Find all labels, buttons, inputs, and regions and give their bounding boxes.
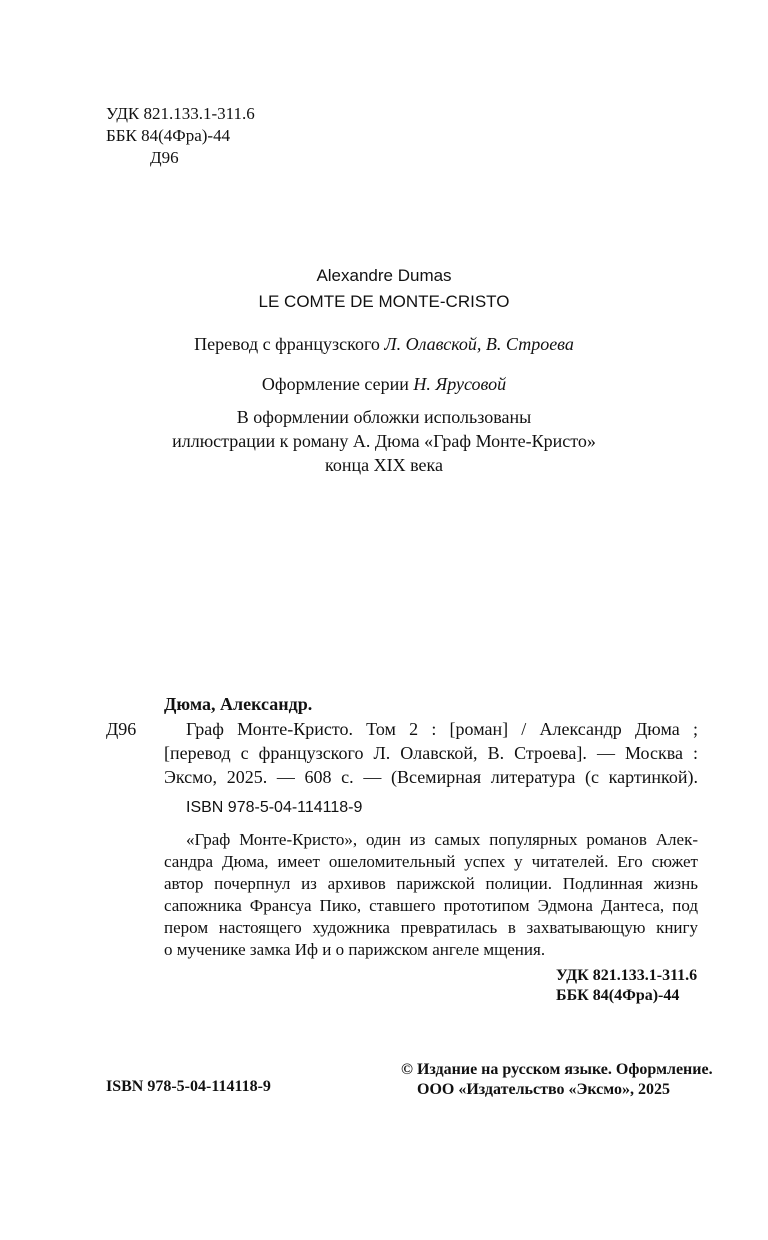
catalog-line-3: Эксмо, 2025. — 608 с. — (Всемирная литература (с картинкой). [164, 767, 698, 787]
catalog-line-2: [перевод с французского Л. Олавской, В. Строева]. — Москва : [164, 743, 698, 763]
header-code: Д96 [150, 148, 179, 167]
cover-credit-line-1: В оформлении обложки использованы [236, 407, 532, 427]
catalog-bbk: ББК 84(4Фра)-44 [556, 987, 680, 1004]
series-design-prefix: Оформление серии [261, 374, 409, 394]
annotation-line-2: сандра Дюма, имеет ошеломительный успех у читателей. Его сюжет [164, 852, 698, 871]
original-author: Alexandre Dumas [316, 266, 452, 285]
translation-prefix: Перевод с французского [194, 334, 380, 354]
catalog-udk: УДК 821.133.1-311.6 [556, 967, 698, 984]
translation-credit [0, 333, 768, 355]
annotation-line-3: автор почерпнул из архивов парижской полиции. Подлинная жизнь [164, 874, 698, 893]
annotation-line-1: «Граф Монте-Кристо», один из самых популярных романов Алек- [186, 830, 698, 849]
header-udk: УДК 821.133.1-311.6 [106, 104, 255, 123]
annotation-line-6: о мученике замка Иф и о парижском ангеле мщения. [164, 940, 546, 959]
series-designer: Н. Ярусовой [413, 374, 507, 394]
footer-copyright-line-2: ООО «Издательство «Эксмо», 2025 [417, 1081, 670, 1098]
cover-credit-line-3: конца XIX века [325, 455, 443, 475]
footer-copyright-line-1: © Издание на русском языке. Оформление. [401, 1061, 713, 1078]
catalog-code: Д96 [106, 719, 137, 739]
header-bbk: ББК 84(4Фра)-44 [106, 126, 231, 145]
cover-credit-line-2: иллюстрации к роману А. Дюма «Граф Монте-Кристо» [172, 431, 596, 451]
series-design-credit [0, 373, 768, 395]
catalog-line-1: Граф Монте-Кристо. Том 2 : [роман] / Александр Дюма ; [186, 719, 698, 739]
original-title: LE COMTE DE MONTE-CRISTO [258, 292, 510, 311]
translators: Л. Олавской, В. Строева [384, 334, 574, 354]
annotation-line-4: сапожника Франсуа Пико, ставшего прототипом Эдмона Дантеса, под [164, 896, 698, 915]
catalog-author-heading: Дюма, Александр. [164, 694, 313, 714]
catalog-isbn: ISBN 978-5-04-114118-9 [186, 799, 363, 816]
footer-isbn: ISBN 978-5-04-114118-9 [106, 1078, 271, 1095]
annotation-line-5: пером настоящего художника превратилась в захватывающую книгу [164, 918, 698, 937]
